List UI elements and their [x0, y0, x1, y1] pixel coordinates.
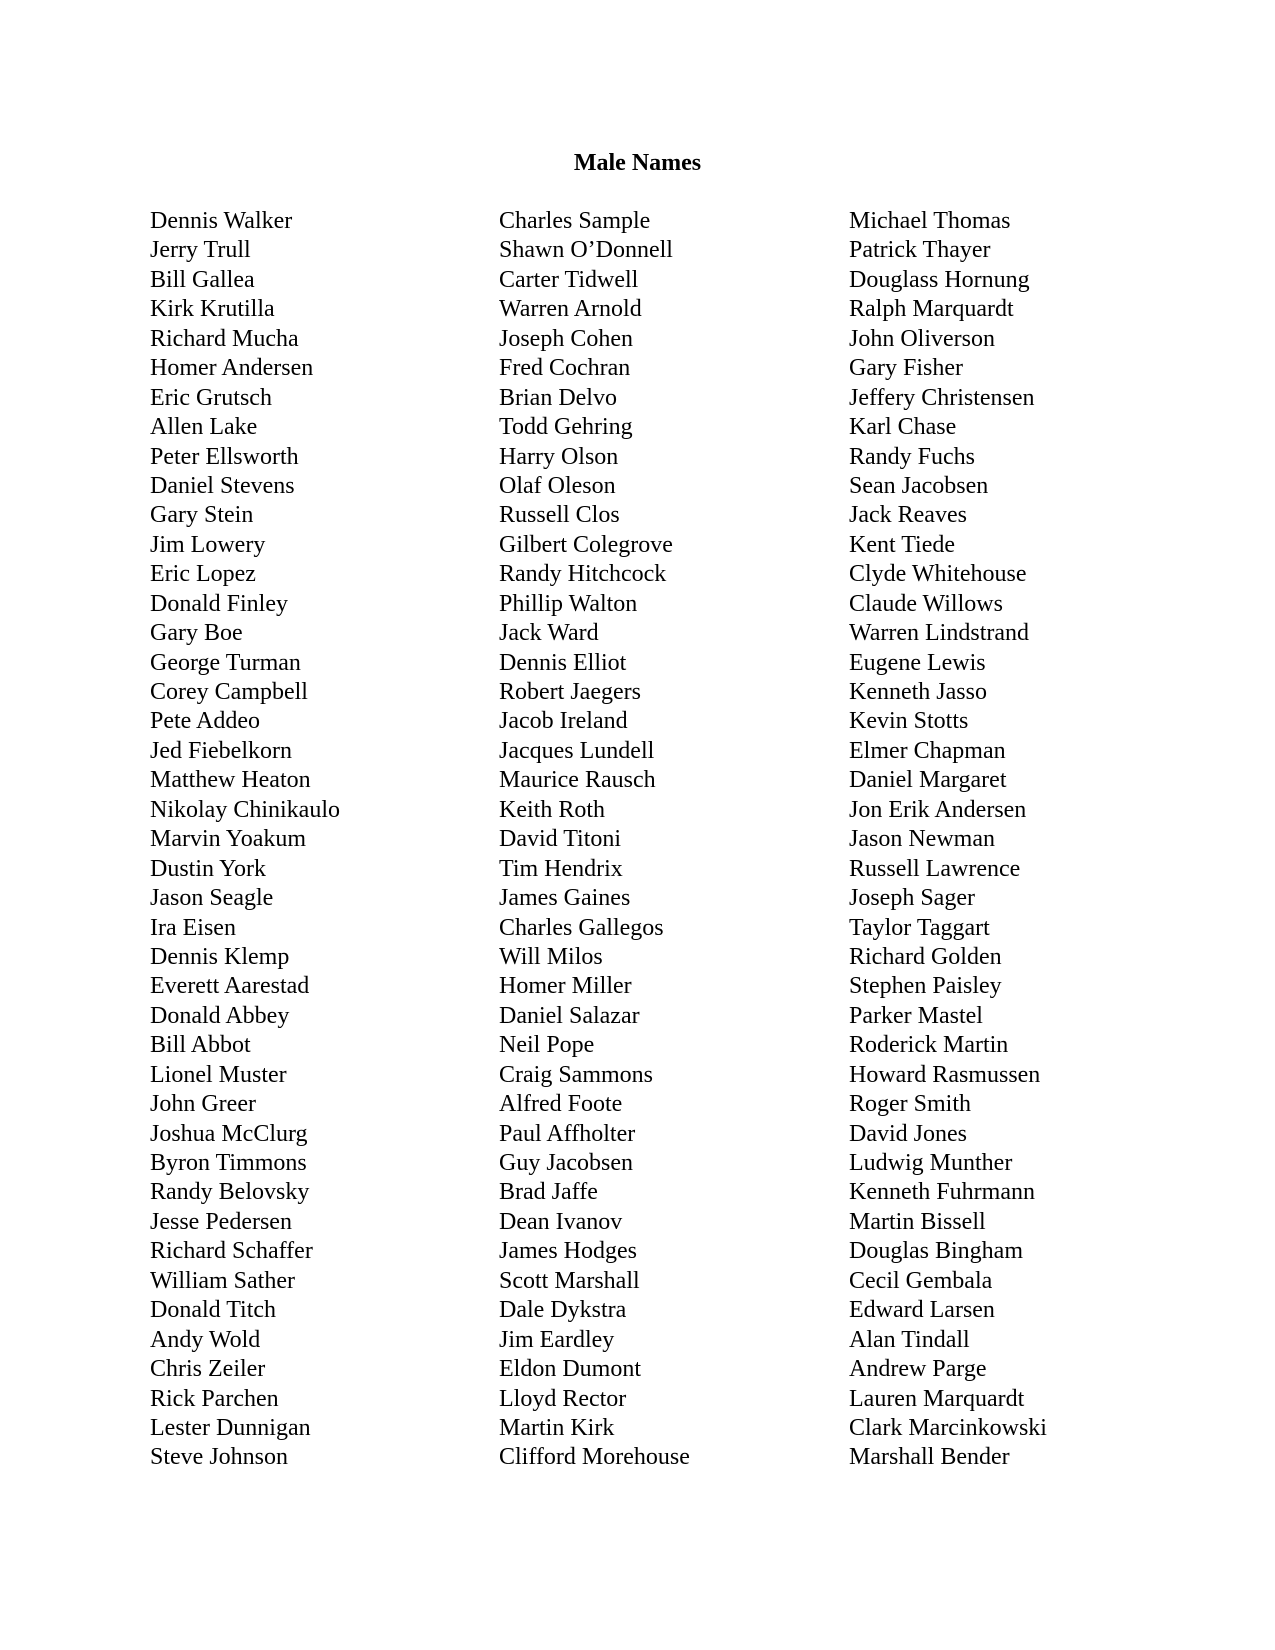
name-entry: Daniel Salazar	[499, 1002, 640, 1029]
name-entry: Todd Gehring	[499, 414, 633, 441]
name-entry: Jed Fiebelkorn	[150, 737, 292, 764]
name-entry: Will Milos	[499, 943, 603, 970]
name-entry: Taylor Taggart	[849, 914, 990, 941]
name-entry: Harry Olson	[499, 443, 619, 470]
name-entry: Guy Jacobsen	[499, 1150, 633, 1176]
name-entry: Alan Tindall	[849, 1326, 970, 1353]
name-entry: Randy Hitchcock	[499, 561, 667, 588]
name-entry: Andrew Parge	[849, 1356, 987, 1383]
name-entry: Jesse Pedersen	[150, 1208, 292, 1235]
name-entry: Howard Rasmussen	[849, 1061, 1041, 1088]
name-entry: Karl Chase	[849, 414, 957, 441]
name-entry: Bill Gallea	[150, 266, 255, 293]
names-column-2	[499, 207, 690, 1473]
name-entry: William Sather	[150, 1267, 295, 1294]
name-entry: Daniel Margaret	[849, 767, 1007, 794]
name-entry: Jason Newman	[849, 826, 995, 853]
name-entry: Richard Schaffer	[150, 1238, 313, 1265]
name-entry: Clifford Morehouse	[499, 1444, 690, 1471]
name-entry: Dennis Elliot	[499, 649, 627, 676]
name-entry: Joshua McClurg	[150, 1120, 308, 1147]
name-entry: Lloyd Rector	[499, 1385, 627, 1412]
name-entry: Joseph Cohen	[499, 325, 633, 352]
name-entry: Dale Dykstra	[499, 1297, 627, 1324]
name-entry: Jim Lowery	[150, 531, 266, 558]
name-entry: Stephen Paisley	[849, 973, 1002, 1000]
name-entry: John Oliverson	[849, 325, 995, 352]
name-entry: Randy Belovsky	[150, 1179, 310, 1206]
name-entry: Jim Eardley	[499, 1326, 615, 1353]
name-entry: Gary Stein	[150, 502, 254, 529]
name-entry: Jack Ward	[499, 620, 599, 647]
name-entry: Clark Marcinkowski	[849, 1414, 1047, 1441]
name-entry: Donald Titch	[150, 1297, 277, 1324]
name-entry: Joseph Sager	[849, 885, 975, 912]
name-entry: Brad Jaffe	[499, 1179, 598, 1206]
name-entry: Jason Seagle	[150, 885, 274, 912]
name-entry: Bill Abbot	[150, 1032, 251, 1059]
name-entry: Eric Lopez	[150, 561, 256, 588]
name-entry: Neil Pope	[499, 1032, 595, 1059]
name-entry: Gilbert Colegrove	[499, 531, 673, 558]
name-entry: Cecil Gembala	[849, 1267, 993, 1294]
name-entry: Ralph Marquardt	[849, 296, 1014, 323]
name-entry: Jack Reaves	[849, 502, 967, 529]
name-entry: Edward Larsen	[849, 1297, 995, 1324]
name-entry: Peter Ellsworth	[150, 443, 299, 470]
name-entry: Olaf Oleson	[499, 472, 616, 499]
name-entry: Warren Arnold	[499, 296, 642, 323]
name-entry: Dennis Walker	[150, 208, 293, 234]
name-entry: Ludwig Munther	[849, 1150, 1013, 1176]
name-entry: Daniel Stevens	[150, 472, 295, 499]
name-entry: Roderick Martin	[849, 1032, 1009, 1059]
name-entry: Jacob Ireland	[499, 708, 628, 735]
name-entry: Kent Tiede	[849, 531, 956, 558]
name-entry: Homer Andersen	[150, 355, 314, 382]
name-entry: James Hodges	[499, 1238, 637, 1265]
name-entry: Jon Erik Andersen	[849, 796, 1027, 823]
name-entry: Nikolay Chinikaulo	[150, 796, 340, 823]
name-entry: Richard Mucha	[150, 325, 299, 352]
name-entry: Martin Kirk	[499, 1414, 615, 1441]
name-entry: Marvin Yoakum	[150, 826, 307, 853]
name-entry: Lauren Marquardt	[849, 1385, 1025, 1412]
name-entry: Patrick Thayer	[849, 237, 991, 264]
name-entry: Shawn O’Donnell	[499, 237, 673, 264]
name-entry: Brian Delvo	[499, 384, 617, 411]
name-entry: Claude Willows	[849, 590, 1003, 617]
name-entry: Craig Sammons	[499, 1061, 653, 1088]
name-entry: Pete Addeo	[150, 708, 260, 735]
name-entry: Dean Ivanov	[499, 1208, 623, 1235]
name-entry: Warren Lindstrand	[849, 620, 1029, 647]
name-entry: Alfred Foote	[499, 1091, 623, 1118]
name-entry: Everett Aarestad	[150, 973, 310, 1000]
name-entry: Eldon Dumont	[499, 1356, 641, 1383]
name-entry: Charles Gallegos	[499, 914, 664, 941]
name-entry: Douglas Bingham	[849, 1238, 1023, 1265]
name-entry: Corey Campbell	[150, 679, 308, 705]
name-entry: Carter Tidwell	[499, 266, 639, 293]
name-entry: John Greer	[150, 1091, 256, 1118]
name-entry: Steve Johnson	[150, 1444, 288, 1471]
name-entry: Allen Lake	[150, 414, 258, 441]
name-entry: Kirk Krutilla	[150, 296, 275, 323]
name-entry: Robert Jaegers	[499, 679, 641, 705]
name-entry: Dennis Klemp	[150, 943, 290, 970]
name-entry: Douglass Hornung	[849, 266, 1030, 293]
name-entry: Kenneth Fuhrmann	[849, 1179, 1035, 1206]
name-entry: George Turman	[150, 649, 301, 676]
name-entry: Matthew Heaton	[150, 767, 311, 794]
name-entry: Andy Wold	[150, 1326, 261, 1353]
name-entry: Richard Golden	[849, 943, 1002, 970]
name-entry: David Titoni	[499, 826, 622, 853]
name-entry: Homer Miller	[499, 973, 632, 1000]
names-column-1	[150, 207, 340, 1473]
name-entry: Eugene Lewis	[849, 649, 986, 676]
name-entry: James Gaines	[499, 885, 631, 912]
name-entry: Donald Finley	[150, 590, 288, 617]
name-entry: Tim Hendrix	[499, 855, 623, 882]
name-entry: Scott Marshall	[499, 1267, 640, 1294]
name-entry: Kenneth Jasso	[849, 679, 987, 705]
name-entry: Maurice Rausch	[499, 767, 656, 794]
name-entry: Fred Cochran	[499, 355, 631, 382]
name-entry: Gary Boe	[150, 620, 243, 647]
name-entry: Keith Roth	[499, 796, 605, 823]
name-entry: Clyde Whitehouse	[849, 561, 1027, 588]
names-column-3	[849, 207, 1047, 1473]
name-entry: Chris Zeiler	[150, 1356, 266, 1383]
name-entry: Jerry Trull	[150, 237, 251, 264]
name-entry: Michael Thomas	[849, 208, 1011, 234]
name-entry: Lionel Muster	[150, 1061, 287, 1088]
name-entry: Rick Parchen	[150, 1385, 279, 1412]
name-entry: Paul Affholter	[499, 1120, 636, 1147]
name-entry: Parker Mastel	[849, 1002, 983, 1029]
name-entry: Jeffery Christensen	[849, 384, 1035, 411]
name-entry: Byron Timmons	[150, 1150, 307, 1176]
name-entry: Charles Sample	[499, 208, 651, 234]
name-entry: Russell Clos	[499, 502, 620, 529]
page-title: Male Names	[573, 150, 702, 176]
name-entry: Donald Abbey	[150, 1002, 290, 1029]
name-entry: Lester Dunnigan	[150, 1414, 311, 1441]
name-entry: Ira Eisen	[150, 914, 236, 941]
name-entry: Gary Fisher	[849, 355, 963, 382]
name-entry: Elmer Chapman	[849, 737, 1006, 764]
name-entry: Jacques Lundell	[499, 737, 655, 764]
name-entry: Randy Fuchs	[849, 443, 975, 470]
name-entry: Dustin York	[150, 855, 267, 882]
name-entry: Eric Grutsch	[150, 384, 272, 411]
name-entry: Martin Bissell	[849, 1208, 986, 1235]
name-entry: Russell Lawrence	[849, 855, 1021, 882]
name-entry: Sean Jacobsen	[849, 472, 989, 499]
name-entry: Roger Smith	[849, 1091, 972, 1118]
name-entry: Phillip Walton	[499, 590, 638, 617]
name-entry: David Jones	[849, 1120, 967, 1147]
name-entry: Marshall Bender	[849, 1444, 1010, 1471]
name-entry: Kevin Stotts	[849, 708, 969, 735]
